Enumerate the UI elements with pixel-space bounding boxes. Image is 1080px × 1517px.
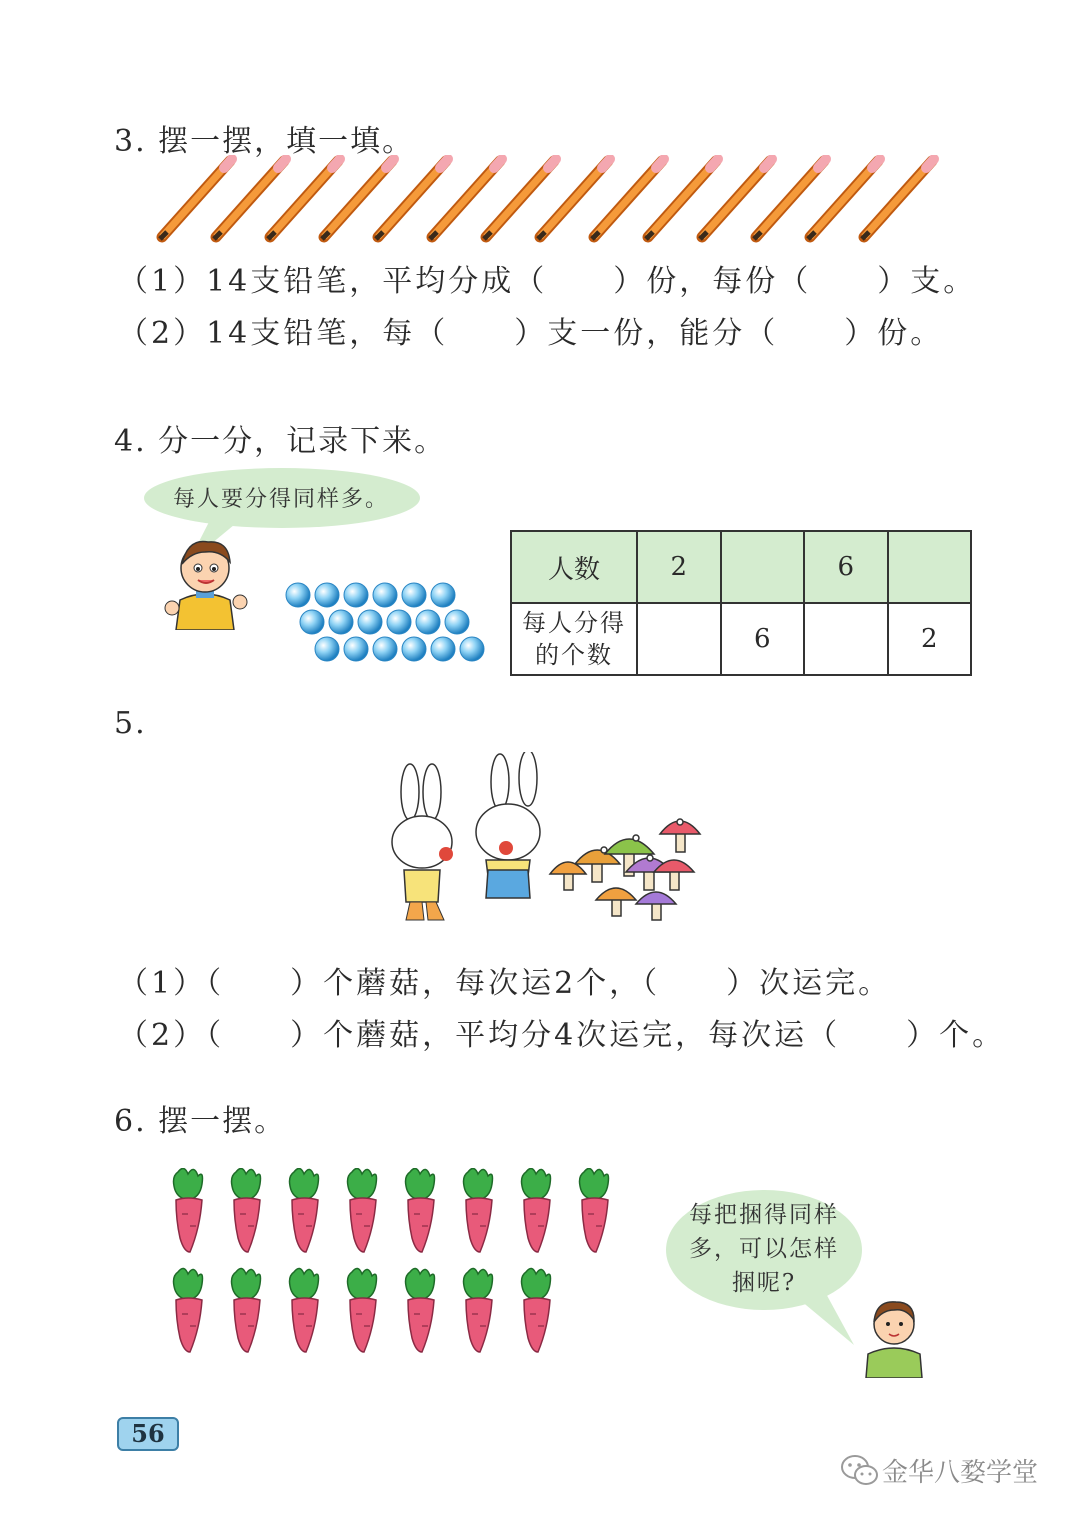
carrot-icon bbox=[580, 1168, 609, 1252]
carrot-icon bbox=[522, 1268, 551, 1352]
row-label-each bbox=[511, 603, 637, 675]
bead-icon bbox=[286, 583, 310, 607]
row-label-each-line2: 的个数 bbox=[535, 641, 613, 669]
bead-icon bbox=[402, 637, 426, 661]
q5-line-1: （1）（ ）个蘑菇，每次运2个，（ ）次运完。 bbox=[118, 966, 892, 1001]
carrot-icon bbox=[406, 1268, 435, 1352]
carrot-icon bbox=[522, 1168, 551, 1252]
q5-line-2: （2）（ ）个蘑菇，平均分4次运完，每次运（ ）个。 bbox=[118, 1018, 1006, 1053]
wechat-icon bbox=[840, 1453, 880, 1487]
page-number: 56 bbox=[117, 1417, 179, 1451]
bead-icon bbox=[373, 583, 397, 607]
bead-icon bbox=[315, 637, 339, 661]
bead-icon bbox=[344, 637, 368, 661]
bead-icon bbox=[315, 583, 339, 607]
bead-icon bbox=[460, 637, 484, 661]
bead-icon bbox=[344, 583, 368, 607]
bead-icon bbox=[387, 610, 411, 634]
bead-icon bbox=[445, 610, 469, 634]
beads-group bbox=[284, 580, 494, 665]
cell[interactable]: 2 bbox=[637, 531, 721, 603]
watermark-text: 金华八婺学堂 bbox=[882, 1458, 1039, 1488]
carrot-icon bbox=[464, 1168, 493, 1252]
rabbit-icon bbox=[476, 752, 540, 898]
rabbit-icon bbox=[392, 764, 453, 920]
bead-icon bbox=[431, 583, 455, 607]
q6-bubble-line-3: 捆呢? bbox=[731, 1270, 797, 1296]
q6-title: 6. 摆一摆。 bbox=[114, 1104, 287, 1139]
boy-illustration-2 bbox=[862, 1292, 926, 1378]
carrot-icon bbox=[290, 1268, 319, 1352]
carrot-icon bbox=[348, 1268, 377, 1352]
bead-icon bbox=[329, 610, 353, 634]
cell[interactable] bbox=[804, 603, 888, 675]
q6-speech-bubble bbox=[680, 1198, 848, 1300]
cell[interactable] bbox=[888, 531, 972, 603]
q3-line-2: （2）14支铅笔，每（ ）支一份，能分（ ）份。 bbox=[118, 316, 944, 351]
carrot-icon bbox=[348, 1168, 377, 1252]
cell[interactable]: 2 bbox=[888, 603, 972, 675]
q4-speech-bubble: 每人要分得同样多。 bbox=[172, 486, 389, 512]
carrot-icon bbox=[406, 1168, 435, 1252]
q6-bubble-line-1: 每把捆得同样 bbox=[689, 1202, 839, 1228]
bead-icon bbox=[416, 610, 440, 634]
q4-title: 4. 分一分，记录下来。 bbox=[114, 424, 447, 459]
carrot-icon bbox=[174, 1268, 203, 1352]
rabbits-mushrooms-illustration bbox=[380, 752, 710, 932]
mushroom-pile-icon bbox=[550, 819, 700, 920]
boy-illustration bbox=[160, 530, 250, 630]
q6-bubble-line-2: 多，可以怎样 bbox=[689, 1236, 839, 1262]
cell[interactable]: 6 bbox=[721, 603, 805, 675]
cell[interactable] bbox=[637, 603, 721, 675]
record-table bbox=[510, 530, 972, 676]
carrot-icon bbox=[464, 1268, 493, 1352]
carrot-group bbox=[160, 1168, 630, 1358]
pencil-row bbox=[150, 155, 950, 245]
cell[interactable] bbox=[721, 531, 805, 603]
q5-title: 5. bbox=[114, 706, 147, 741]
carrot-icon bbox=[290, 1168, 319, 1252]
bead-icon bbox=[358, 610, 382, 634]
q3-title: 3. 摆一摆，填一填。 bbox=[114, 124, 415, 159]
carrot-icon bbox=[232, 1168, 261, 1252]
row-label-people: 人数 bbox=[511, 531, 637, 603]
carrot-icon bbox=[174, 1168, 203, 1252]
q3-line-1: （1）14支铅笔，平均分成（ ）份，每份（ ）支。 bbox=[118, 264, 977, 299]
bead-icon bbox=[431, 637, 455, 661]
cell[interactable]: 6 bbox=[804, 531, 888, 603]
bead-icon bbox=[300, 610, 324, 634]
carrot-icon bbox=[232, 1268, 261, 1352]
bead-icon bbox=[373, 637, 397, 661]
row-label-each-line1: 每人分得 bbox=[522, 609, 626, 637]
bead-icon bbox=[402, 583, 426, 607]
